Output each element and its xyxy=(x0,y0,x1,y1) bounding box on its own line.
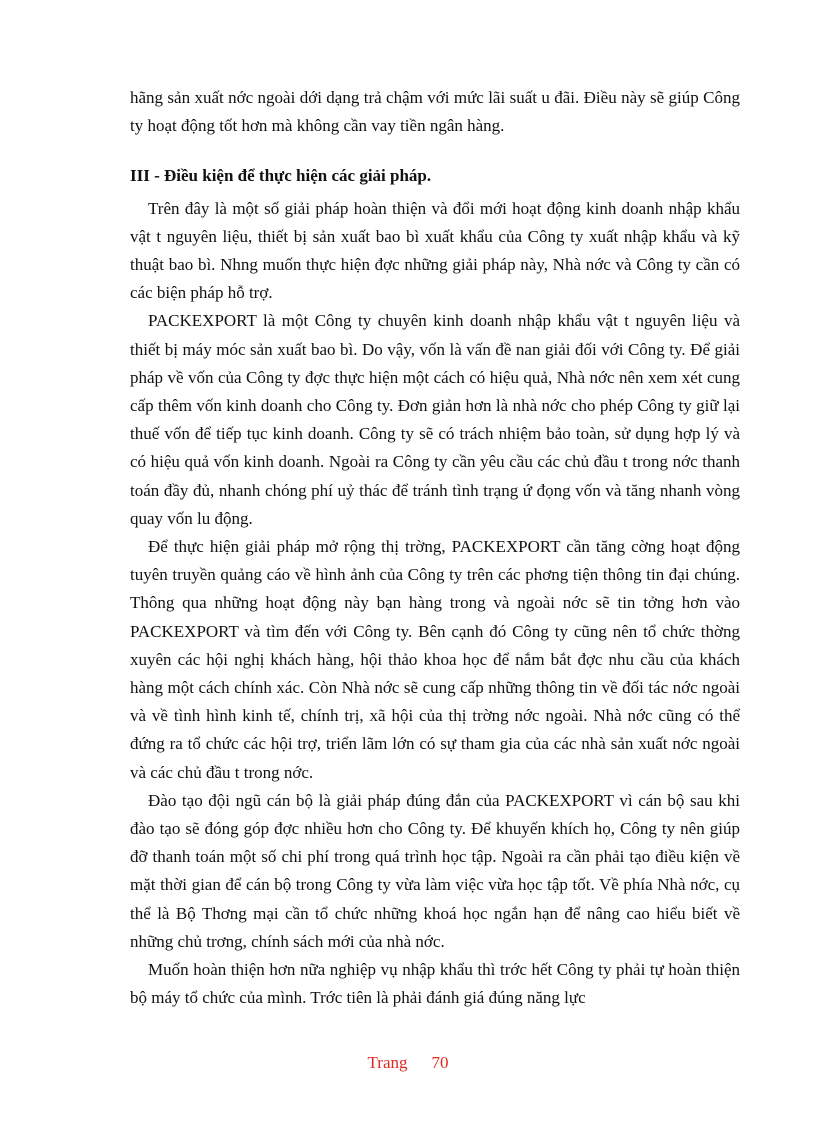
body-paragraph-1: Trên đây là một số giải pháp hoàn thiện và đổi mới hoạt động kinh doanh nhập khẩu vật t nguyên liệu, thiết bị sản xuất bao bì xuất khẩu của Công ty xuất nhập khẩu và kỹ thuật bao bì. Nhng muốn thực hiện đợc những giải pháp này, Nhà nớc và Công ty cần có các biện pháp hỗ trợ. xyxy=(130,198,740,303)
footer-label: Trang xyxy=(367,1053,408,1072)
body-paragraph-4: Đào tạo đội ngũ cán bộ là giải pháp đúng đắn của PACKEXPORT vì cán bộ sau khi đào tạo sẽ đóng góp đợc nhiều hơn cho Công ty. Để khuyến khích họ, Công ty nên giúp đỡ thanh toán một số chi phí trong quá trình học tập. Ngoài ra cần phải tạo điều kiện về mặt thời gian để cán bộ trong Công ty vừa làm việc vừa học tập tốt. Về phía Nhà nớc, cụ thể là Bộ Thơng mại cần tổ chức những khoá học ngắn hạn để nâng cao hiểu biết về những chủ trơng, chính sách mới của nhà nớc. xyxy=(130,790,740,951)
body-paragraph-2: PACKEXPORT là một Công ty chuyên kinh doanh nhập khẩu vật t nguyên liệu và thiết bị máy móc sản xuất bao bì. Do vậy, vốn là vấn đề nan giải đối với Công ty. Để giải pháp về vốn của Công ty đợc thực hiện một cách có hiệu quả, Nhà nớc nên xem xét cung cấp thêm vốn kinh doanh cho Công ty. Đơn giản hơn là nhà nớc cho phép Công ty giữ lại thuế vốn để tiếp tục kinh doanh. Công ty sẽ có trách nhiệm bảo toàn, sử dụng hợp lý và có hiệu quả vốn kinh doanh. Ngoài ra Công ty cần yêu cầu các chủ đầu t trong nớc thanh toán đầy đủ, nhanh chóng phí uỷ thác để tránh tình trạng ứ đọng vốn và tăng nhanh vòng quay vốn lu động. xyxy=(130,311,740,528)
intro-paragraph: hãng sản xuất nớc ngoài dới dạng trả chậm với mức lãi suất u đãi. Điều này sẽ giúp Công ty hoạt động tốt hơn mà không cần vay tiền ngân hàng. xyxy=(130,88,740,136)
body-paragraph-5: Muốn hoàn thiện hơn nữa nghiệp vụ nhập khẩu thì trớc hết Công ty phải tự hoàn thiện bộ máy tổ chức của mình. Trớc tiên là phải đánh giá đúng năng lực xyxy=(130,960,740,1008)
document-body xyxy=(130,84,740,1013)
page-footer xyxy=(0,1053,816,1073)
footer-page-number: 70 xyxy=(431,1053,449,1072)
body-paragraph-3: Để thực hiện giải pháp mở rộng thị trờng, PACKEXPORT cần tăng cờng hoạt động tuyên truyền quảng cáo về hình ảnh của Công ty trên các phơng tiện thông tin đại chúng. Thông qua những hoạt động này bạn hàng trong và ngoài nớc sẽ tin tởng hơn vào PACKEXPORT và tìm đến với Công ty. Bên cạnh đó Công ty cũng nên tổ chức thờng xuyên các hội nghị khách hàng, hội thảo khoa học để nắm bắt đợc nhu cầu của khách hàng một cách chính xác. Còn Nhà nớc sẽ cung cấp những thông tin về đối tác nớc ngoài và về tình hình kinh tế, chính trị, xã hội của thị trờng nớc ngoài. Nhà nớc cũng có thể đứng ra tổ chức các hội trợ, triển lãm lớn có sự tham gia của các nhà sản xuất nớc ngoài và các chủ đầu t trong nớc. xyxy=(130,537,740,782)
section-heading: III - Điều kiện để thực hiện các giải pháp. xyxy=(130,166,432,186)
